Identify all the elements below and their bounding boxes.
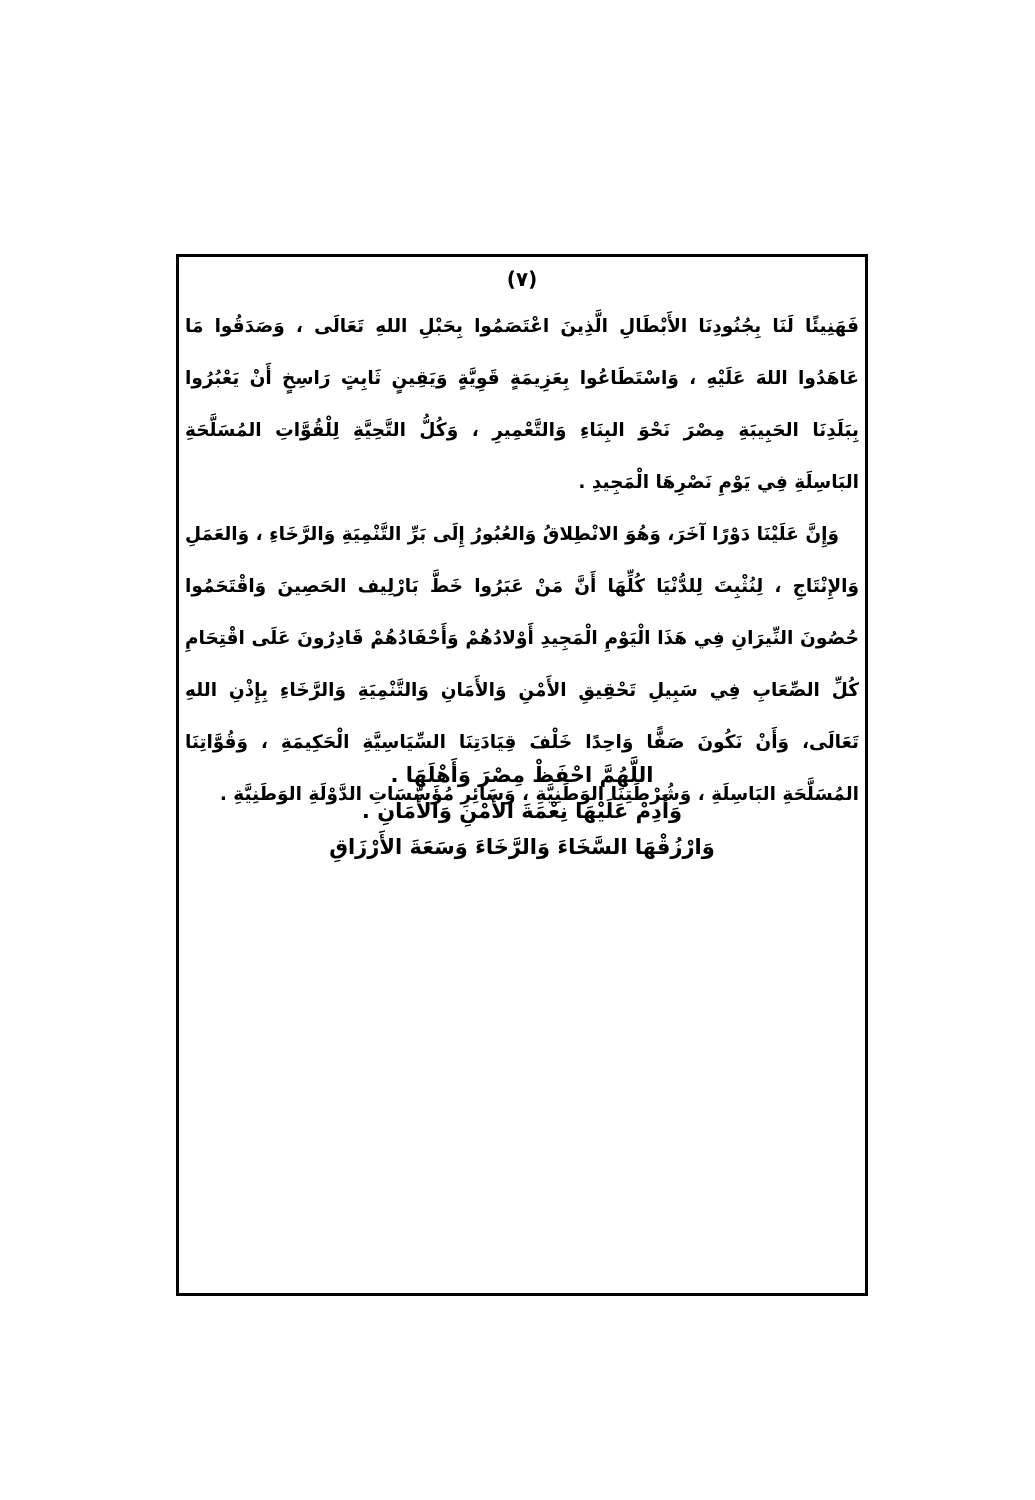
prayer-line-3: وَارْزُقْهَا السَّخَاءَ وَالرَّخَاءَ وَسَعَةَ الأَرْزَاقِ <box>329 835 715 859</box>
paragraph-1: فَهَنِيئًا لَنَا بِجُنُودِنَا الأَبْطَالِ الَّذِينَ اعْتَصَمُوا بِحَبْلِ اللهِ تَعَالَى ، وَصَدَقُوا مَا عَاهَدُوا اللهَ عَلَيْهِ ، وَاسْتَطَاعُوا بِعَزِيمَةٍ قَوِيَّةٍ وَيَقِينٍ ثَابِتٍ رَاسِخٍ أَنْ يَعْبُرُوا بِبَلَدِنَا الحَبِيبَةِ مِصْرَ نَحْوَ البِنَاءِ وَالتَّعْمِيرِ ، وَكُلُّ التَّحِيَّةِ لِلْقُوَّاتِ المُسَلَّحَةِ البَاسِلَةِ فِي يَوْمِ نَصْرِهَا الْمَجِيدِ . <box>185 316 859 493</box>
closing-prayer <box>179 757 865 865</box>
page-number: (٧) <box>506 267 538 291</box>
paragraph-2: وَإِنَّ عَلَيْنَا دَوْرًا آخَرَ، وَهُوَ الانْطِلاقُ وَالعُبُورُ إِلَى بَرِّ التَّنْمِيَةِ وَالرَّخَاءِ ، وَالعَمَلِ وَالإِنْتَاجِ ، لِنُثْبِتَ لِلدُّنْيَا كُلِّهَا أَنَّ مَنْ عَبَرُوا خَطَّ بَارْلِيف الحَصِينَ وَاقْتَحَمُوا حُصُونَ النِّيرَانِ فِي هَذَا الْيَوْمِ الْمَجِيدِ أَوْلادُهُمْ وَأَحْفَادُهُمْ قَادِرُونَ عَلَى اقْتِحَامِ كُلِّ الصِّعَابِ فِي سَبِيلِ تَحْقِيقِ الأَمْنِ وَالأَمَانِ وَالتَّنْمِيَةِ وَالرَّخَاءِ بِإِذْنِ اللهِ تَعَالَى، وَأَنْ نَكُونَ صَفًّا وَاحِدًا خَلْفَ قِيَادَتِنَا السِّيَاسِيَّةِ الْحَكِيمَةِ ، وَقُوَّاتِنَا المُسَلَّحَةِ البَاسِلَةِ ، وَشُرْطَتِنَا الوَطَنِيَّةِ ، وَسَائِرِ مُؤَسَّسَاتِ الدَّوْلَةِ الوَطَنِيَّةِ . <box>185 524 859 805</box>
prayer-line-1: اللَّهُمَّ احْفَظْ مِصْرَ وَأَهْلَهَا . <box>390 763 654 787</box>
body-text <box>185 301 859 821</box>
prayer-line-2: وَأَدِمْ عَلَيْهَا نِعْمَةَ الأَمْنِ وَالأَمَانِ . <box>361 799 683 823</box>
page-border <box>176 254 868 1296</box>
